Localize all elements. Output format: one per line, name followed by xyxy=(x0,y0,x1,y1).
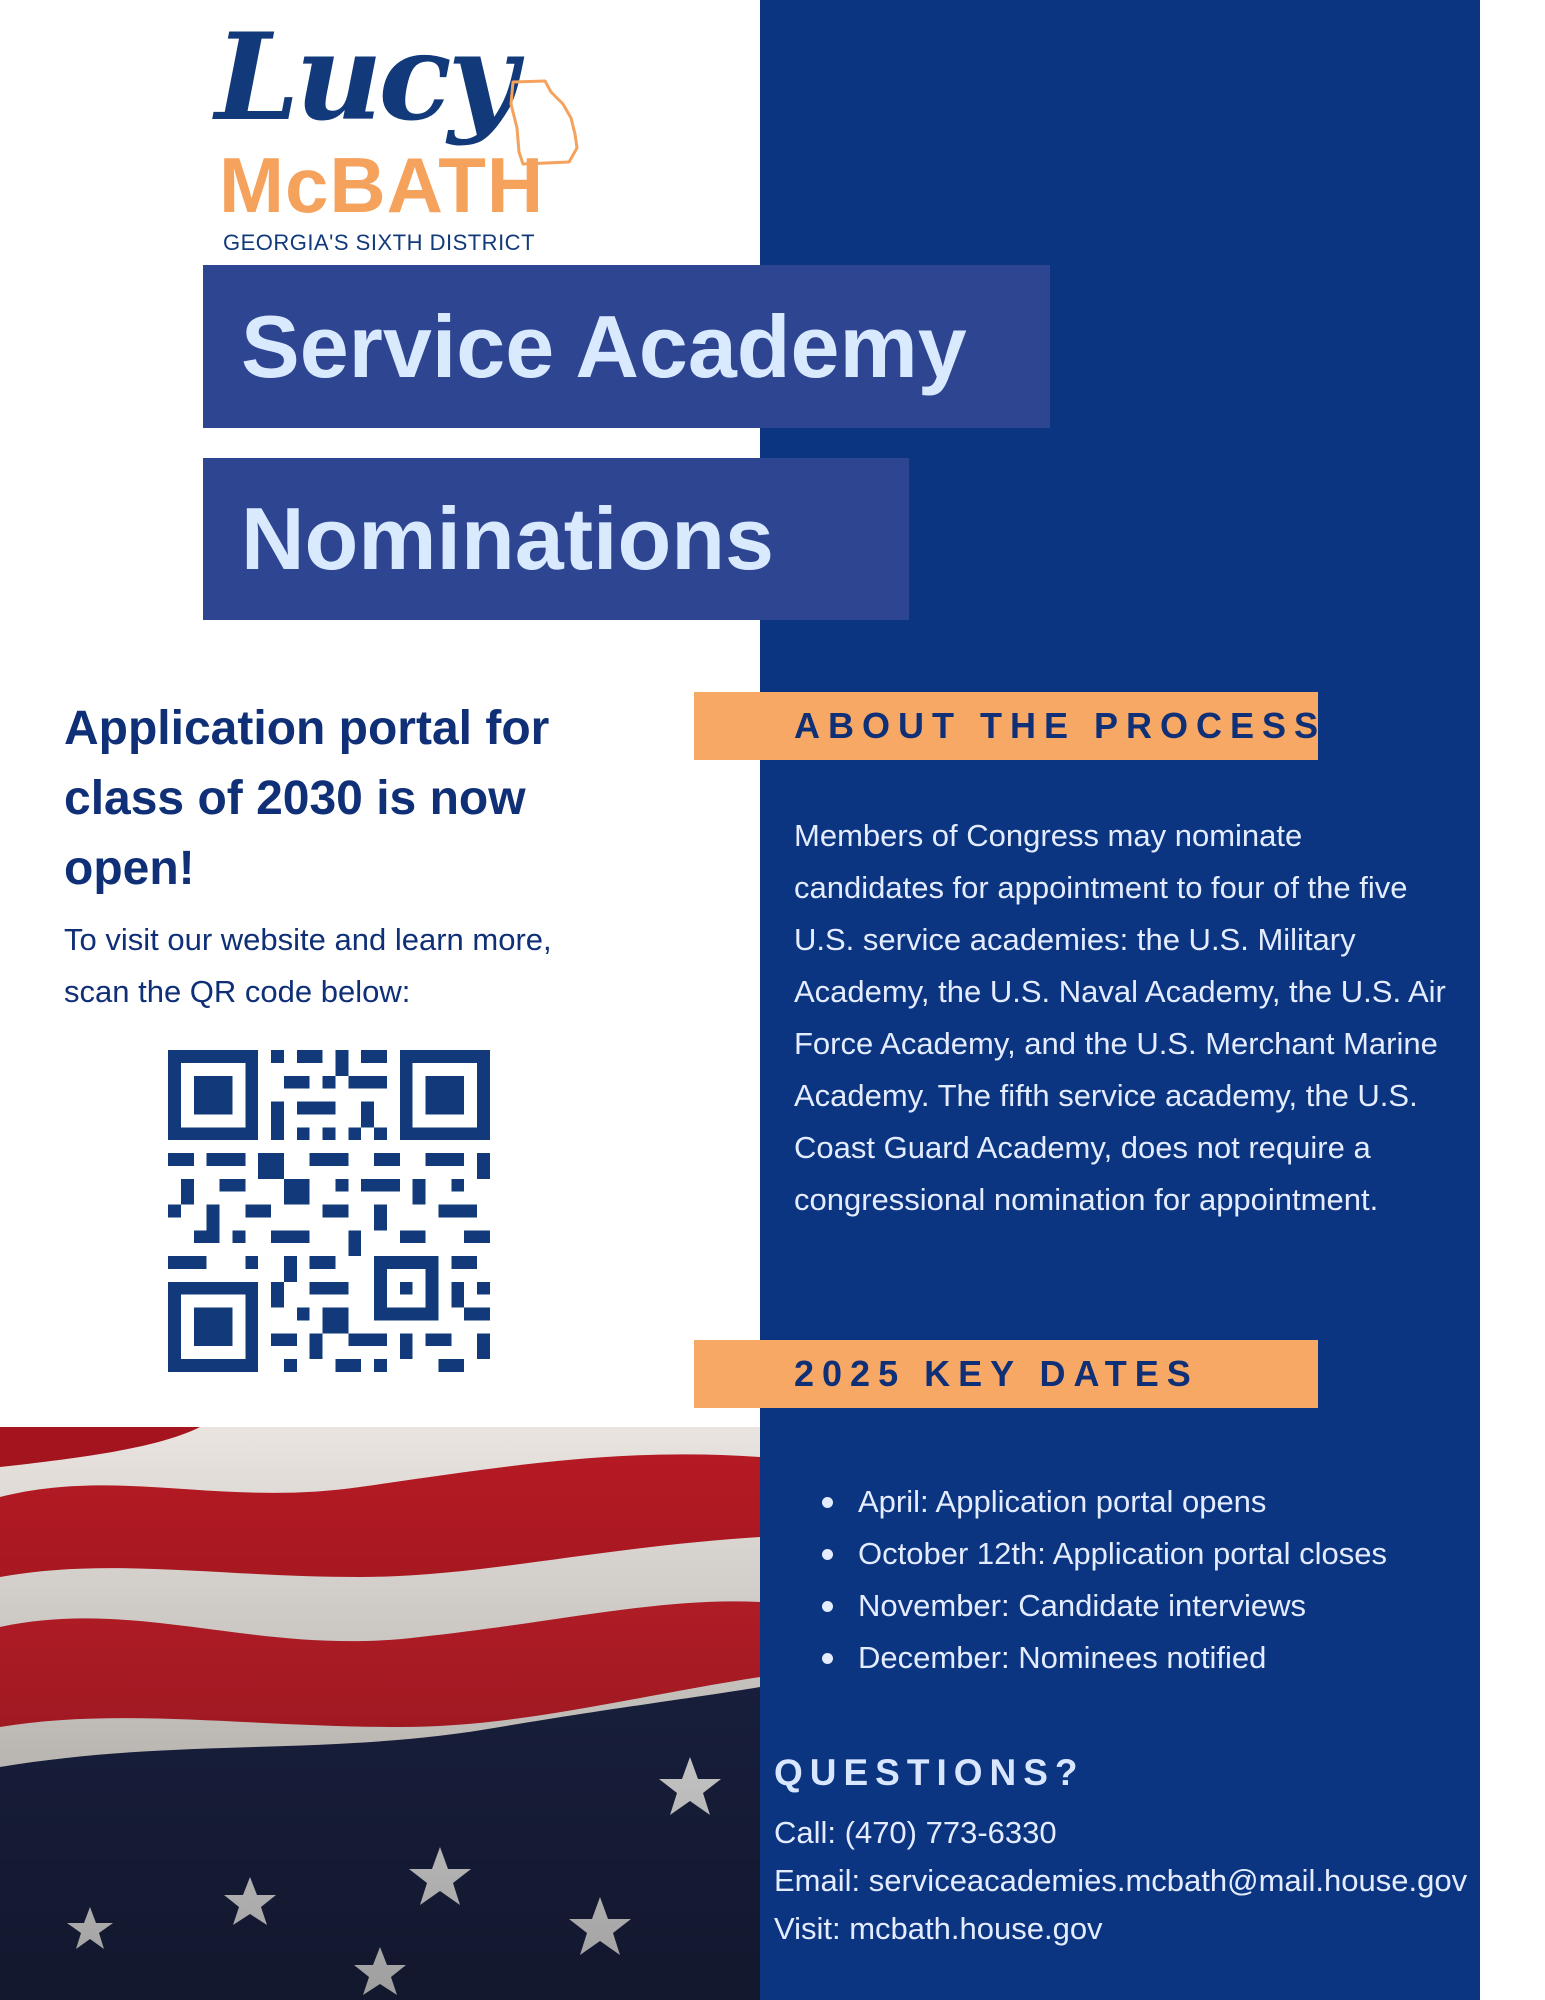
contact-email[interactable]: Email: serviceacademies.mcbath@mail.house.gov xyxy=(774,1863,1468,1898)
about-process-label xyxy=(694,692,1327,760)
about-process-label-text: ABOUT THE PROCESS xyxy=(794,705,1327,746)
key-date-item: November: Candidate interviews xyxy=(818,1580,1458,1632)
title-line-2: Nominations xyxy=(241,489,774,588)
questions-heading: QUESTIONS? xyxy=(774,1752,1085,1793)
about-process-body: Members of Congress may nominate candidates for appointment to four of the five U.S. service academies: the U.S. Military Academy, the U.S. Naval Academy, the U.S. Air Force Academy, and the U.S. Merchant Marine Academy. The fifth service academy, the U.S. Coast Guard Academy, does not require a congressional nomination for appointment. xyxy=(794,818,1446,1217)
portal-heading: Application portal for class of 2030 is now open! xyxy=(64,702,550,895)
key-date-item: December: Nominees notified xyxy=(818,1632,1458,1684)
contact-phone[interactable]: Call: (470) 773-6330 xyxy=(774,1815,1057,1850)
logo-subtitle: GEORGIA'S SIXTH DISTRICT xyxy=(223,230,536,255)
logo-block-name: McBATH xyxy=(219,141,545,229)
key-date-item: April: Application portal opens xyxy=(818,1476,1458,1528)
title-line-2-box xyxy=(203,458,909,620)
logo-script-name: Lucy xyxy=(215,7,514,148)
portal-instructions: To visit our website and learn more, scan the QR code below: xyxy=(64,922,552,1009)
title-line-1: Service Academy xyxy=(241,296,967,396)
logo xyxy=(215,7,575,255)
key-date-item: October 12th: Application portal closes xyxy=(818,1528,1458,1580)
qr-code-icon[interactable] xyxy=(168,1050,490,1372)
key-dates-label-text: 2025 KEY DATES xyxy=(794,1353,1199,1394)
american-flag-image xyxy=(0,1427,760,2000)
title-line-1-box xyxy=(203,265,1050,428)
key-dates-list xyxy=(818,1476,1458,1684)
contact-website[interactable]: Visit: mcbath.house.gov xyxy=(774,1911,1103,1946)
key-dates-label xyxy=(694,1340,1318,1408)
